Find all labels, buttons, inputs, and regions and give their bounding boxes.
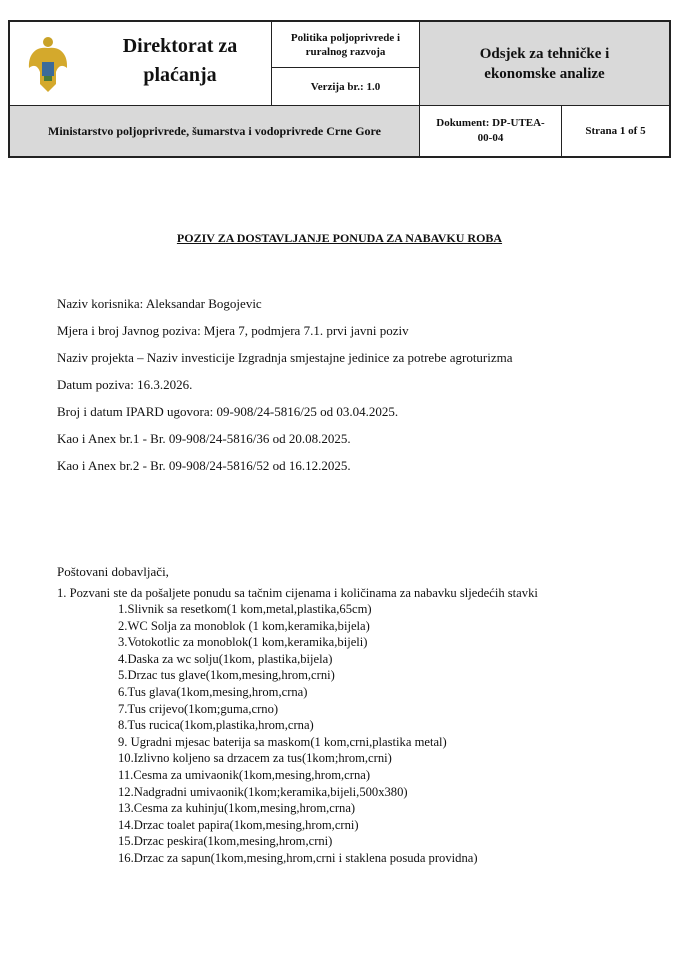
- list-item: 16.Drzac za sapun(1kom,mesing,hrom,crni i staklena posuda providna): [118, 851, 478, 865]
- header-table: [8, 20, 671, 158]
- list-item: 11.Cesma za umivaonik(1kom,mesing,hrom,crna): [118, 768, 371, 782]
- list-item: 9. Ugradni mjesac baterija sa maskom(1 kom,crni,plastika metal): [118, 734, 447, 749]
- list-item: 1.Slivnik sa resetkom(1 kom,metal,plastika,65cm): [118, 602, 372, 616]
- department-cell: Odsjek za tehničke i ekonomske analize: [420, 22, 669, 106]
- list-item: 5.Drzac tus glave(1kom,mesing,hrom,crni): [118, 668, 335, 683]
- list-item: 15.Drzac peskira(1kom,mesing,hrom,crni): [118, 834, 333, 849]
- list-item: 6.Tus glava(1kom,mesing,hrom,crna): [118, 685, 308, 699]
- info-line: Broj i datum IPARD ugovora: 09-908/24-5816/25 od 03.04.2025.: [57, 404, 399, 419]
- info-line: Kao i Anex br.1 - Br. 09-908/24-5816/36 od 20.08.2025.: [57, 431, 351, 446]
- list-item: 14.Drzac toalet papira(1kom,mesing,hrom,crni): [118, 817, 359, 832]
- policy-cell: Politika poljoprivrede i ruralnog razvoja: [272, 22, 420, 68]
- greeting: Poštovani dobavljači,: [57, 564, 169, 579]
- list-item: 10.Izlivno koljeno sa drzacem za tus(1kom;hrom,crni): [118, 751, 392, 766]
- list-item: 13.Cesma za kuhinju(1kom,mesing,hrom,crna): [118, 801, 356, 816]
- list-item: 3.Votokotlic za monoblok(1 kom,keramika,bijeli): [118, 635, 368, 650]
- coat-of-arms-icon: [26, 36, 70, 94]
- page-number-cell: Strana 1 of 5: [585, 125, 646, 137]
- point-1: 1. Pozvani ste da pošaljete ponudu sa tačnim cijenama i količinama za nabavku sljedećih stavki: [57, 586, 538, 600]
- document-title: POZIV ZA DOSTAVLJANJE PONUDA ZA NABAVKU ROBA: [176, 231, 503, 245]
- list-item: 4.Daska za wc solju(1kom, plastika,bijela): [118, 651, 333, 666]
- org-cell: [10, 22, 272, 106]
- info-line: Naziv korisnika: Aleksandar Bogojevic: [57, 296, 262, 311]
- info-line: Naziv projekta – Naziv investicije Izgradnja smjestajne jedinice za potrebe agroturizma: [57, 350, 513, 365]
- info-line: Datum poziva: 16.3.2026.: [57, 377, 193, 392]
- list-item: 12.Nadgradni umivaonik(1kom;keramika,bijeli,500x380): [118, 784, 408, 799]
- version-cell: Verzija br.: 1.0: [272, 68, 420, 106]
- info-line: Kao i Anex br.2 - Br. 09-908/24-5816/52 od 16.12.2025.: [57, 458, 351, 473]
- document-cell: Dokument: DP-UTEA-00-04: [420, 106, 562, 156]
- org-name: Direktorat za plaćanja: [122, 35, 238, 86]
- list-item: 2.WC Solja za monoblok (1 kom,keramika,bijela): [118, 618, 370, 633]
- ministry-cell: Ministarstvo poljoprivrede, šumarstva i vodoprivrede Crne Gore: [10, 106, 420, 156]
- list-item: 8.Tus rucica(1kom,plastika,hrom,crna): [118, 718, 314, 733]
- list-item: 7.Tus crijevo(1kom;guma,crno): [118, 701, 279, 716]
- info-line: Mjera i broj Javnog poziva: Mjera 7, podmjera 7.1. prvi javni poziv: [57, 323, 409, 338]
